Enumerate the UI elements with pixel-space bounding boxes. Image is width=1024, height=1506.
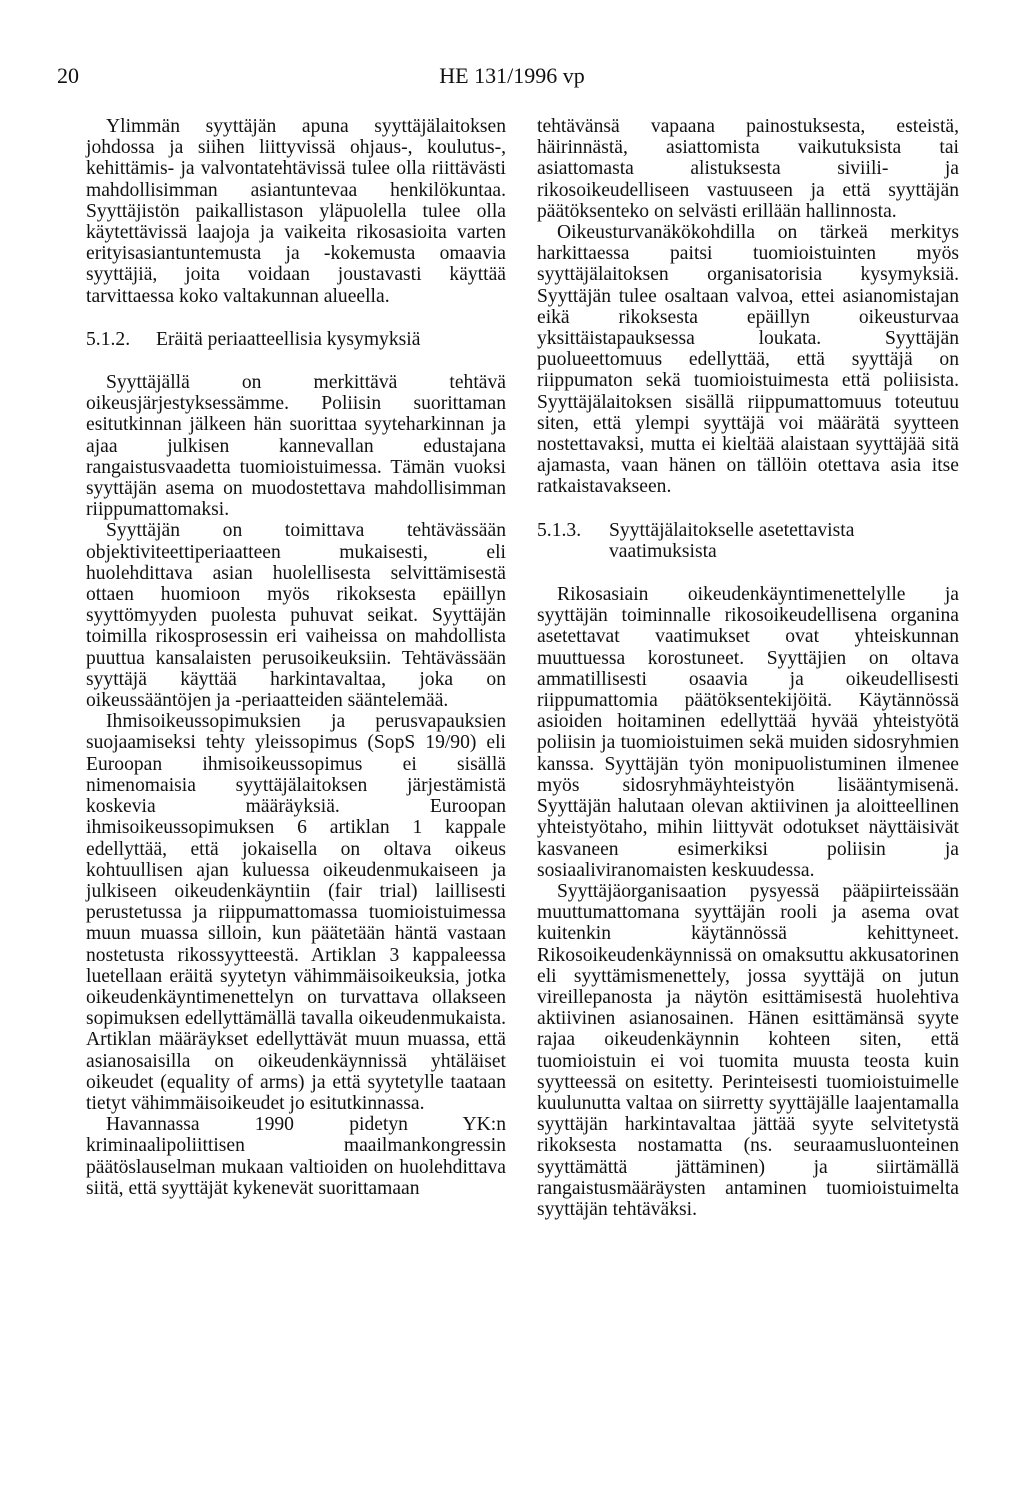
paragraph: Syyttäjäorganisaation pysyessä pääpiirteissään muuttumattomana syyttäjän rooli ja asema ovat kuitenkin käytännössä kehittyneet. Rikosoikeudenkäynnissä on omaksuttu akkusatorinen eli syyttämismenettely, jossa syyttäjä on jutun vireillepanosta ja näytön esittämisestä huolehtiva aktiivinen asianosainen. Hänen esittämänsä syyte rajaa oikeudenkäynnin kohteen siten, että tuomioistuin ei voi tuomita muusta teosta kuin syytteessä on esitetty. Perinteisesti tuomioistuimelle kuulunutta valtaa on siirretty syyttäjälle laajentamalla syyttäjän harkintavaltaa jättää syyte selvitetystä rikoksesta nostamatta (ns. seuraamusluonteinen syyttämättä jättäminen) ja siirtämällä rangaistusmääräysten antaminen tuomioistuimelta syyttäjän tehtäväksi. <box>537 880 959 1220</box>
paragraph: Syyttäjällä on merkittävä tehtävä oikeusjärjestyksessämme. Poliisin suorittaman esitutkinnan jälkeen hän suorittaa syyteharkinnan ja ajaa julkisen kannevallan edustajana rangaistusvaadetta tuomioistuimessa. Tämän vuoksi syyttäjän asema on muodostettava mahdollisimman riippumattomaksi. <box>86 372 506 521</box>
paragraph: Ihmisoikeussopimuksien ja perusvapauksien suojaamiseksi tehty yleissopimus (SopS 19/90) eli Euroopan ihmisoikeussopimus ei sisällä nimenomaisia syyttäjälaitoksen järjestämistä koskevia määräyksiä. Euroopan ihmisoikeussopimuksen 6 artiklan 1 kappale edellyttää, että jokaisella on oltava oikeus kohtuullisen ajan kuluessa oikeudenmukaiseen ja julkiseen oikeudenkäyntiin (fair trial) laillisesti perustetussa ja riippumattomassa tuomioistuimessa muun muassa silloin, kun päätetään häntä vastaan nostetusta rikossyytteestä. Artiklan 3 kappaleessa luetellaan eräitä syytetyn vähimmäisoikeuksia, jotka oikeudenkäyntimenettelyn on turvattava ollakseen sopimuksen edellyttämällä tavalla oikeudenmukaista. Artiklan määräykset edellyttävät muun muassa, että asianosaisilla on oikeudenkäynnissä yhtäläiset oikeudet (equality of arms) ja että syytetylle taataan tietyt vähimmäisoikeudet jo esitutkinnassa. <box>86 711 506 1114</box>
paragraph: Oikeusturvanäkökohdilla on tärkeä merkitys harkittaessa paitsi tuomioistuinten myös syyttäjälaitoksen organisatorisia kysymyksiä. Syyttäjän tulee osaltaan valvoa, ettei asianomistajan eikä rikoksesta epäillyn oikeusturvaa yksittäistapauksessa loukata. Syyttäjän puolueettomuus edellyttää, että syyttäjä on riippumaton sekä tuomioistuimesta että poliisista. Syyttäjälaitoksen sisällä riippumattomuus toteutuu siten, että ylempi syyttäjä voi määrätä syytteen nostettavaksi, mutta ei kieltää alaistaan syyttäjää sitä ajamasta, vaan hänen on tällöin otettava asia itse ratkaistavakseen. <box>537 222 959 498</box>
paragraph: Rikosasiain oikeudenkäyntimenettelylle ja syyttäjän toiminnalle rikosoikeudellisena organina asetettavat vaatimukset ovat yhteiskunnan muuttuessa korostuneet. Syyttäjien on oltava ammatillisesti osaavia ja oikeudellisesti riippumattomia päätöksentekijöitä. Käytännössä asioiden hoitaminen edellyttää hyvää yhteistyötä poliisin ja tuomioistuimen sekä muiden sidosryhmien kanssa. Syyttäjän työn monipuolistuminen ilmenee myös sidosryhmäyhteistyön lisääntymisenä. Syyttäjän halutaan olevan aktiivinen ja aloitteellinen yhteistyötaho, mihin liittyvät odotukset näyttäisivät kasvaneen esimerkiksi poliisin ja sosiaaliviranomaisten keskuudessa. <box>537 584 959 881</box>
section-heading-5-1-2 <box>86 329 506 350</box>
page-number: 20 <box>57 63 79 88</box>
section-number: 5.1.3. <box>537 519 582 541</box>
section-title: Eräitä periaatteellisia kysymyksiä <box>156 328 421 350</box>
running-header: HE 131/1996 vp <box>439 63 585 88</box>
paragraph: Syyttäjän on toimittava tehtävässään objektiviteettiperiaatteen mukaisesti, eli huolehdittava asian huolellisesta selvittämisestä ottaen huomioon myös rikoksesta epäillyn syyttömyyden puolesta puhuvat seikat. Syyttäjän toimilla rikosprosessin eri vaiheissa on mahdollista puuttua kansalaisten perusoikeuksiin. Tehtävässään syyttäjä käyttää harkintavaltaa, joka on oikeussääntöjen ja -periaatteiden sääntelemää. <box>86 520 506 712</box>
section-title: Syyttäjälaitokselle asetettavista vaatimuksista <box>609 519 855 562</box>
section-heading-5-1-3 <box>537 520 959 562</box>
section-number: 5.1.2. <box>86 328 131 350</box>
left-column <box>86 116 506 1199</box>
paragraph: Ylimmän syyttäjän apuna syyttäjälaitoksen johdossa ja siihen liittyvissä ohjaus-, koulutus-, kehittämis- ja valvontatehtävissä tulee olla riittävästi mahdollisimman asiantuntevaa henkilökuntaa. Syyttäjistön paikallistason yläpuolella tulee olla käytettävissä laajoja ja vaikeita rikosasioita varten erityisasiantuntemusta ja -kokemusta omaavia syyttäjiä, joita voidaan joustavasti käyttää tarvittaessa koko valtakunnan alueella. <box>86 116 506 307</box>
paragraph: tehtävänsä vapaana painostuksesta, esteistä, häirinnästä, asiattomista vaikutuksista tai asiattomasta alistuksesta siviili- ja rikosoikeudelliseen vastuuseen ja että syyttäjän päätöksenteko on selvästi erillään hallinnosta. <box>537 116 959 222</box>
paragraph: Havannassa 1990 pidetyn YK:n kriminaalipoliittisen maailmankongressin päätöslauselman mukaan valtioiden on huolehdittava siitä, että syyttäjät kykenevät suorittamaan <box>86 1114 506 1199</box>
right-column <box>537 116 959 1220</box>
